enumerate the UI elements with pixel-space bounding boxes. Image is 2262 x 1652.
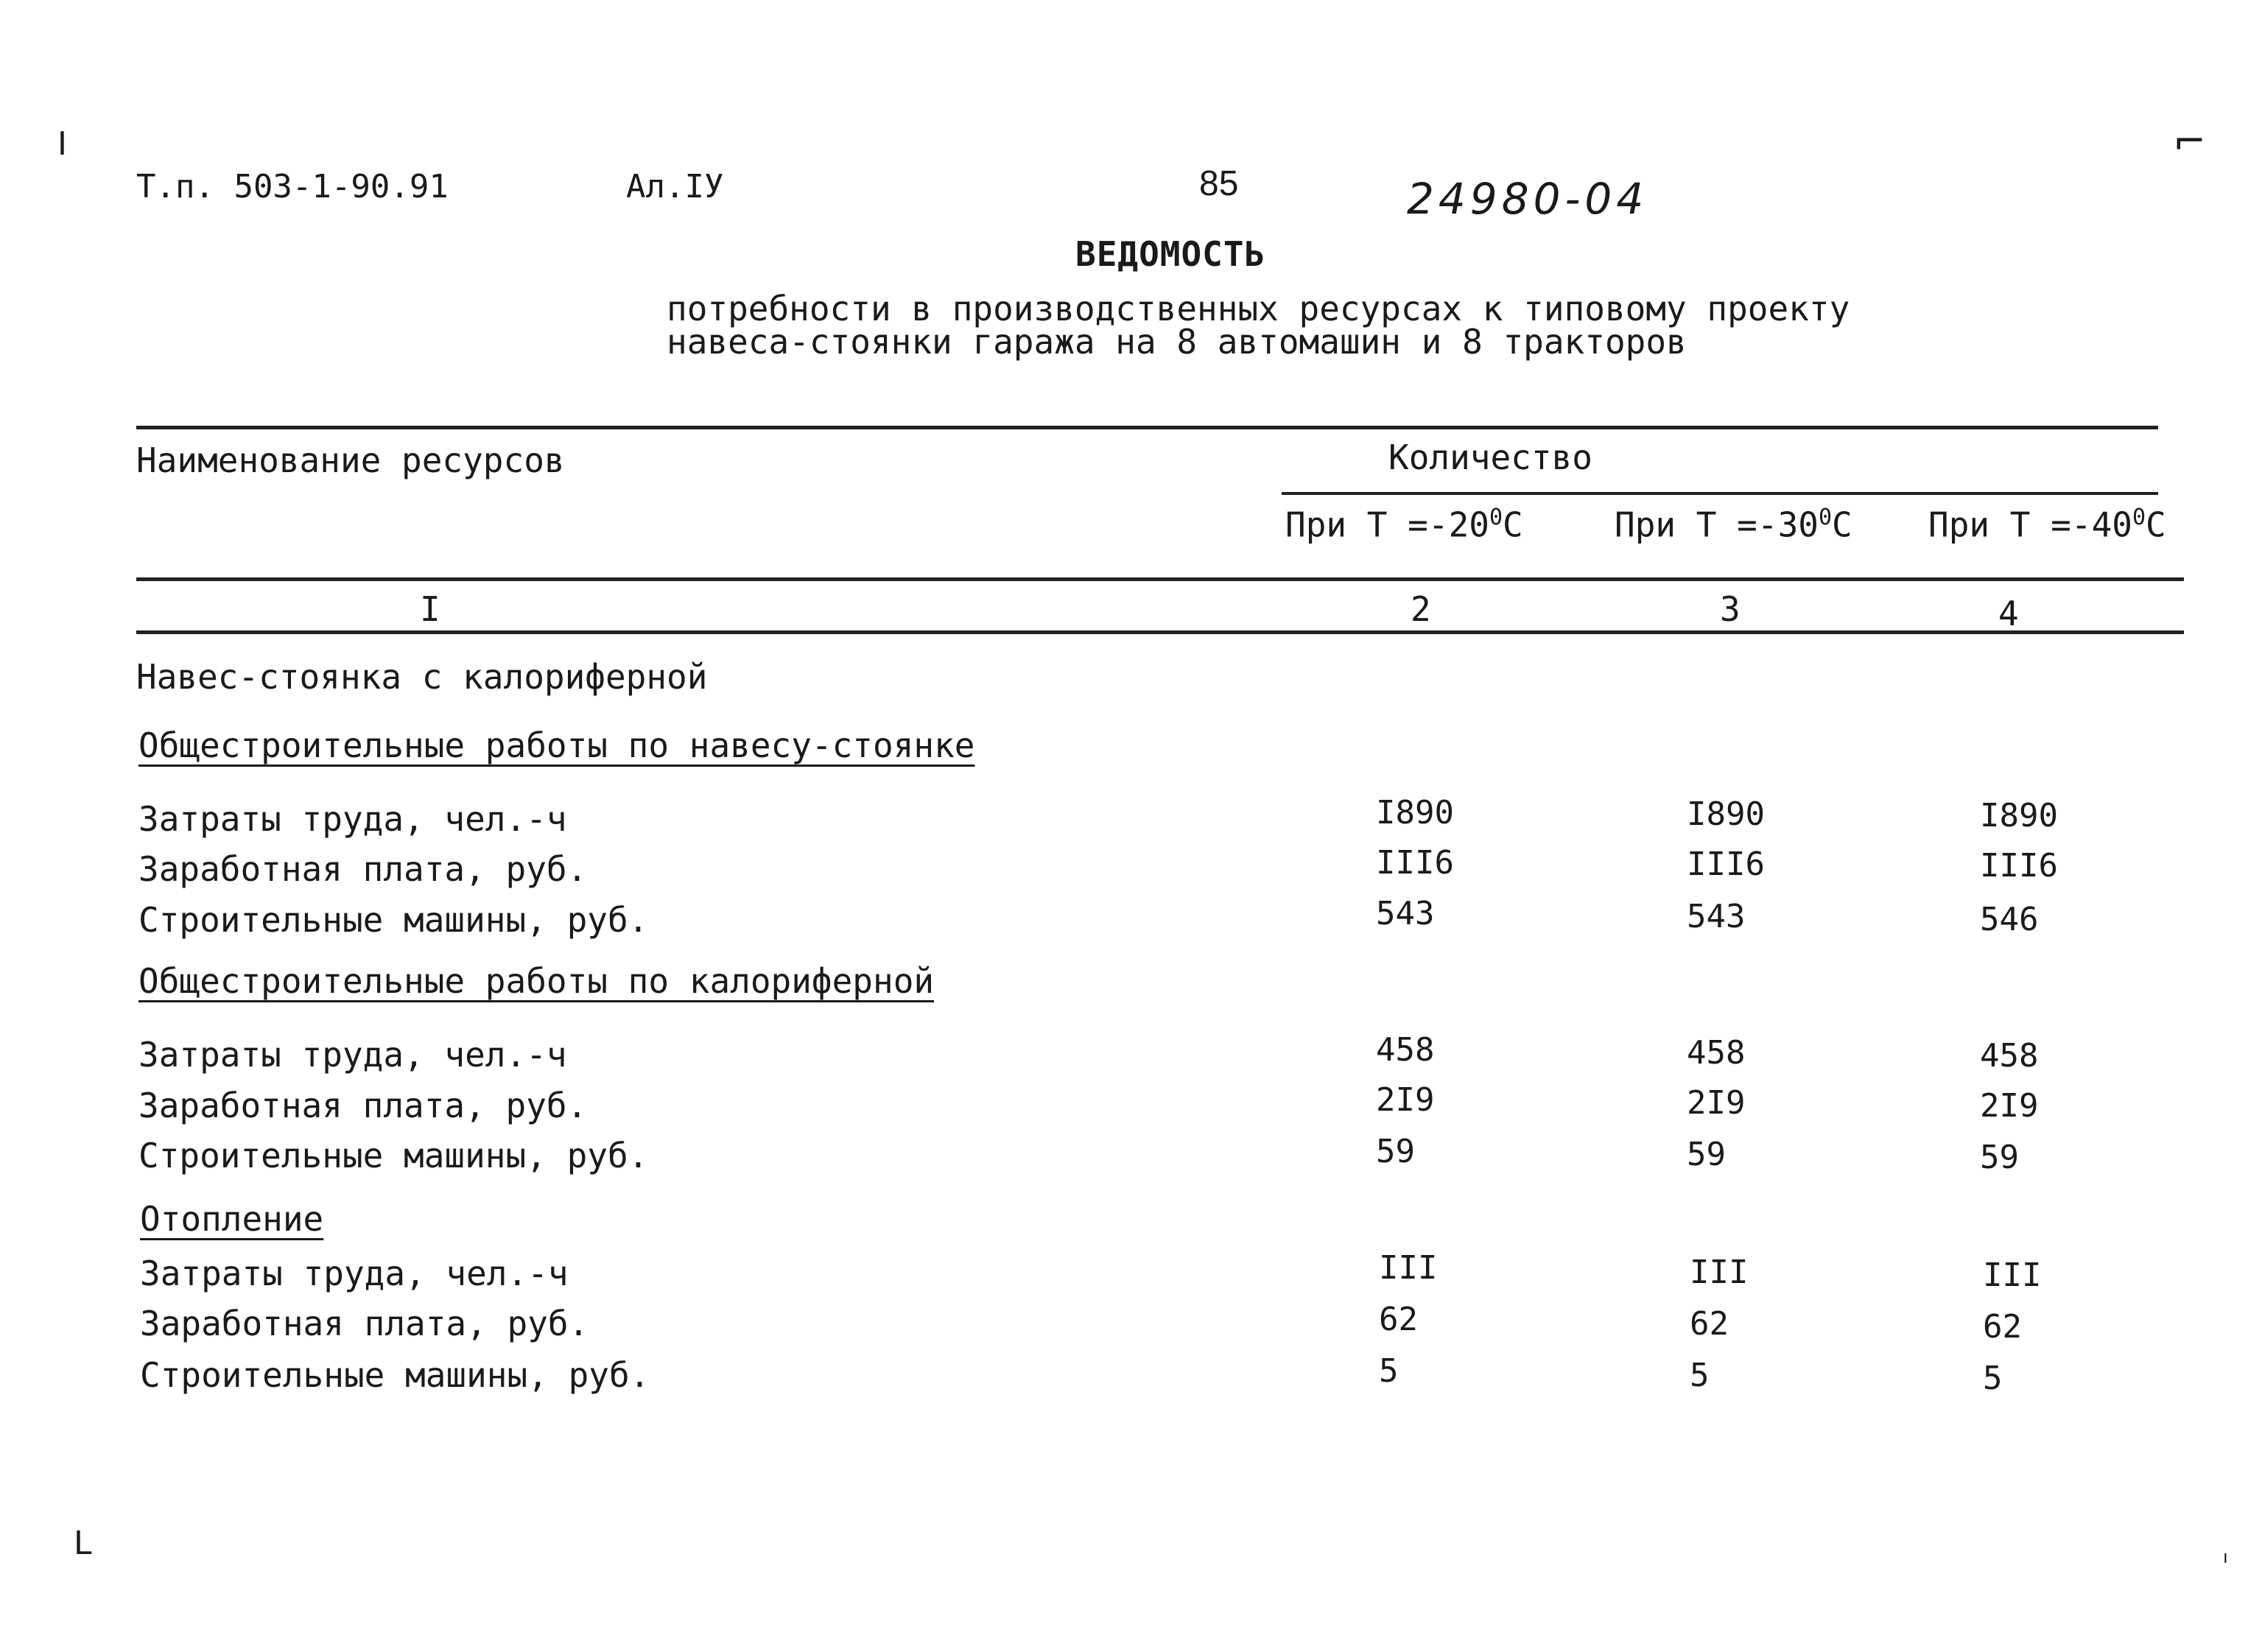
- column-header-temp-30: [1615, 505, 1852, 544]
- main-heading: Навес-стоянка с калориферной: [136, 657, 708, 697]
- row-label: Затраты труда, чел.-ч: [138, 799, 567, 839]
- temp-value: -30: [1757, 505, 1819, 545]
- corner-mark-top-left: I: [57, 125, 67, 163]
- cell-value: III: [1983, 1256, 2042, 1294]
- corner-mark-top-right: ⌐: [2173, 118, 2207, 164]
- album-number: Ал.IУ: [626, 168, 724, 205]
- degree-mark: 0: [1818, 505, 1833, 530]
- document-subtitle-line-2: навеса-стоянки гаража на 8 автомашин и 8 тракторов: [667, 322, 1687, 362]
- document-number: 24980-04: [1407, 174, 1648, 224]
- cell-value: 5: [1379, 1352, 1399, 1390]
- corner-mark-bottom-right: ı: [2223, 1547, 2228, 1567]
- cell-value: 62: [1690, 1305, 1729, 1343]
- row-label: Строительные машины, руб.: [140, 1355, 650, 1395]
- column-number-1: I: [420, 589, 440, 629]
- row-label: Заработная плата, руб.: [138, 849, 588, 889]
- column-number-3: 3: [1720, 589, 1741, 629]
- cell-value: III6: [1687, 846, 1765, 883]
- document-subtitle-line-1: потребности в производственных ресурсах к типовому проекту: [667, 289, 1850, 328]
- cell-value: III6: [1980, 847, 2058, 885]
- column-numbers-rule: [136, 630, 2184, 634]
- temp-value: -40: [2070, 505, 2132, 545]
- column-header-quantity: Количество: [1388, 437, 1592, 477]
- section-title: Общестроительные работы по навесу-стоянке: [138, 725, 975, 765]
- temp-unit: С: [2146, 505, 2166, 545]
- corner-mark-bottom-left: L: [74, 1525, 92, 1562]
- temp-prefix: При Т =: [1285, 505, 1428, 545]
- column-header-temp-20: [1285, 505, 1523, 544]
- cell-value: I890: [1980, 797, 2058, 834]
- cell-value: 62: [1983, 1308, 2022, 1346]
- section-title: Отопление: [140, 1199, 324, 1239]
- table-top-rule: [136, 426, 2158, 429]
- cell-value: III: [1379, 1249, 1438, 1287]
- degree-mark: 0: [1489, 505, 1503, 530]
- column-header-temp-40: [1928, 505, 2166, 544]
- cell-value: III: [1690, 1254, 1749, 1291]
- section-title: Общестроительные работы по калориферной: [138, 961, 935, 1001]
- row-label: Заработная плата, руб.: [138, 1086, 588, 1125]
- row-label: Затраты труда, чел.-ч: [138, 1035, 567, 1075]
- cell-value: III6: [1376, 844, 1454, 882]
- cell-value: 546: [1980, 901, 2039, 938]
- column-header-resource-name: Наименование ресурсов: [136, 440, 565, 480]
- cell-value: 5: [1690, 1357, 1710, 1394]
- cell-value: 543: [1376, 895, 1435, 932]
- temp-unit: С: [1832, 505, 1852, 545]
- row-label: Строительные машины, руб.: [138, 900, 649, 940]
- cell-value: 458: [1980, 1037, 2039, 1075]
- cell-value: I890: [1687, 795, 1765, 833]
- cell-value: 2I9: [1980, 1087, 2039, 1125]
- cell-value: 5: [1983, 1360, 2003, 1397]
- quantity-header-rule: [1282, 492, 2158, 495]
- header-bottom-rule: [136, 577, 2184, 581]
- column-number-4: 4: [1998, 594, 2019, 633]
- degree-mark: 0: [2132, 505, 2146, 530]
- cell-value: 59: [1980, 1139, 2019, 1176]
- cell-value: 458: [1687, 1034, 1746, 1072]
- cell-value: 59: [1376, 1133, 1415, 1170]
- cell-value: 2I9: [1376, 1081, 1435, 1119]
- row-label: Заработная плата, руб.: [140, 1304, 589, 1343]
- cell-value: 59: [1687, 1136, 1726, 1173]
- document-title: ВЕДОМОСТЬ: [1075, 234, 1266, 274]
- cell-value: 62: [1379, 1301, 1418, 1338]
- project-code: Т.п. 503-1-90.91: [136, 168, 449, 205]
- cell-value: 543: [1687, 898, 1746, 935]
- column-number-2: 2: [1411, 589, 1431, 629]
- cell-value: I890: [1376, 794, 1454, 832]
- temp-prefix: При Т =: [1615, 505, 1757, 545]
- cell-value: 458: [1376, 1031, 1435, 1069]
- temp-value: -20: [1427, 505, 1489, 545]
- temp-unit: С: [1503, 505, 1523, 545]
- page-number: 85: [1199, 164, 1239, 203]
- temp-prefix: При Т =: [1928, 505, 2071, 545]
- row-label: Затраты труда, чел.-ч: [140, 1254, 569, 1293]
- row-label: Строительные машины, руб.: [138, 1136, 649, 1175]
- cell-value: 2I9: [1687, 1084, 1746, 1122]
